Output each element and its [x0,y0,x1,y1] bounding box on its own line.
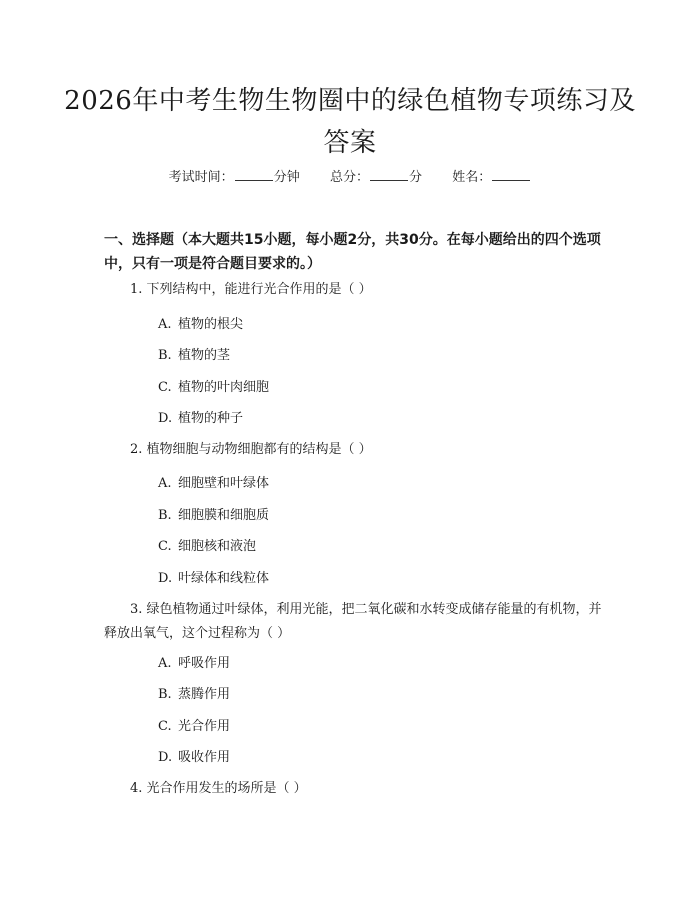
question-1 [104,278,608,302]
option-2c: C. 细胞核和液泡 [158,539,257,554]
option-3c: C. 光合作用 [158,719,231,734]
section-heading: 一、选择题（本大题共15小题，每小题2分，共30分。在每小题给出的四个选项中，只有一项是符合题目要求的。） [104,232,601,272]
question-4 [104,777,608,801]
question-text: 植物细胞与动物细胞都有的结构是（ ） [146,442,372,457]
question-text: 光合作用发生的场所是（ ） [146,781,307,796]
question-text: 绿色植物通过叶绿体，利用光能，把二氧化碳和水转变成储存能量的有机物，并释放出氧气，这个过程称为（ ） [104,602,602,641]
option-1c: C. 植物的叶肉细胞 [158,380,270,395]
time-unit: 分钟 [273,170,300,185]
option-3a: A. 呼吸作用 [158,656,231,671]
option-2d: D. 叶绿体和线粒体 [158,571,270,586]
question-number: 1. [130,282,143,297]
name-blank [492,168,530,181]
exam-meta-line [0,168,700,188]
question-2 [104,438,608,462]
page-title: 2026年中考生物生物圈中的绿色植物专项练习及答案 [64,86,636,158]
option-2b: B. 细胞膜和细胞质 [158,508,270,523]
option-3d: D. 吸收作用 [158,750,231,765]
time-blank [235,168,273,181]
score-label: 总分： [329,170,369,185]
score-unit: 分 [409,170,423,185]
question-3 [104,598,608,646]
question-number: 2. [130,442,143,457]
option-1b: B. 植物的茎 [158,348,231,363]
name-label: 姓名： [452,170,492,185]
option-3b: B. 蒸腾作用 [158,687,231,702]
option-2a: A. 细胞壁和叶绿体 [158,476,270,491]
time-label: 考试时间： [168,170,234,185]
option-1d: D. 植物的种子 [158,411,244,426]
question-number: 3. [130,602,143,617]
question-number: 4. [130,781,143,796]
score-blank [370,168,408,181]
question-text: 下列结构中，能进行光合作用的是（ ） [146,282,372,297]
option-1a: A. 植物的根尖 [158,317,244,332]
